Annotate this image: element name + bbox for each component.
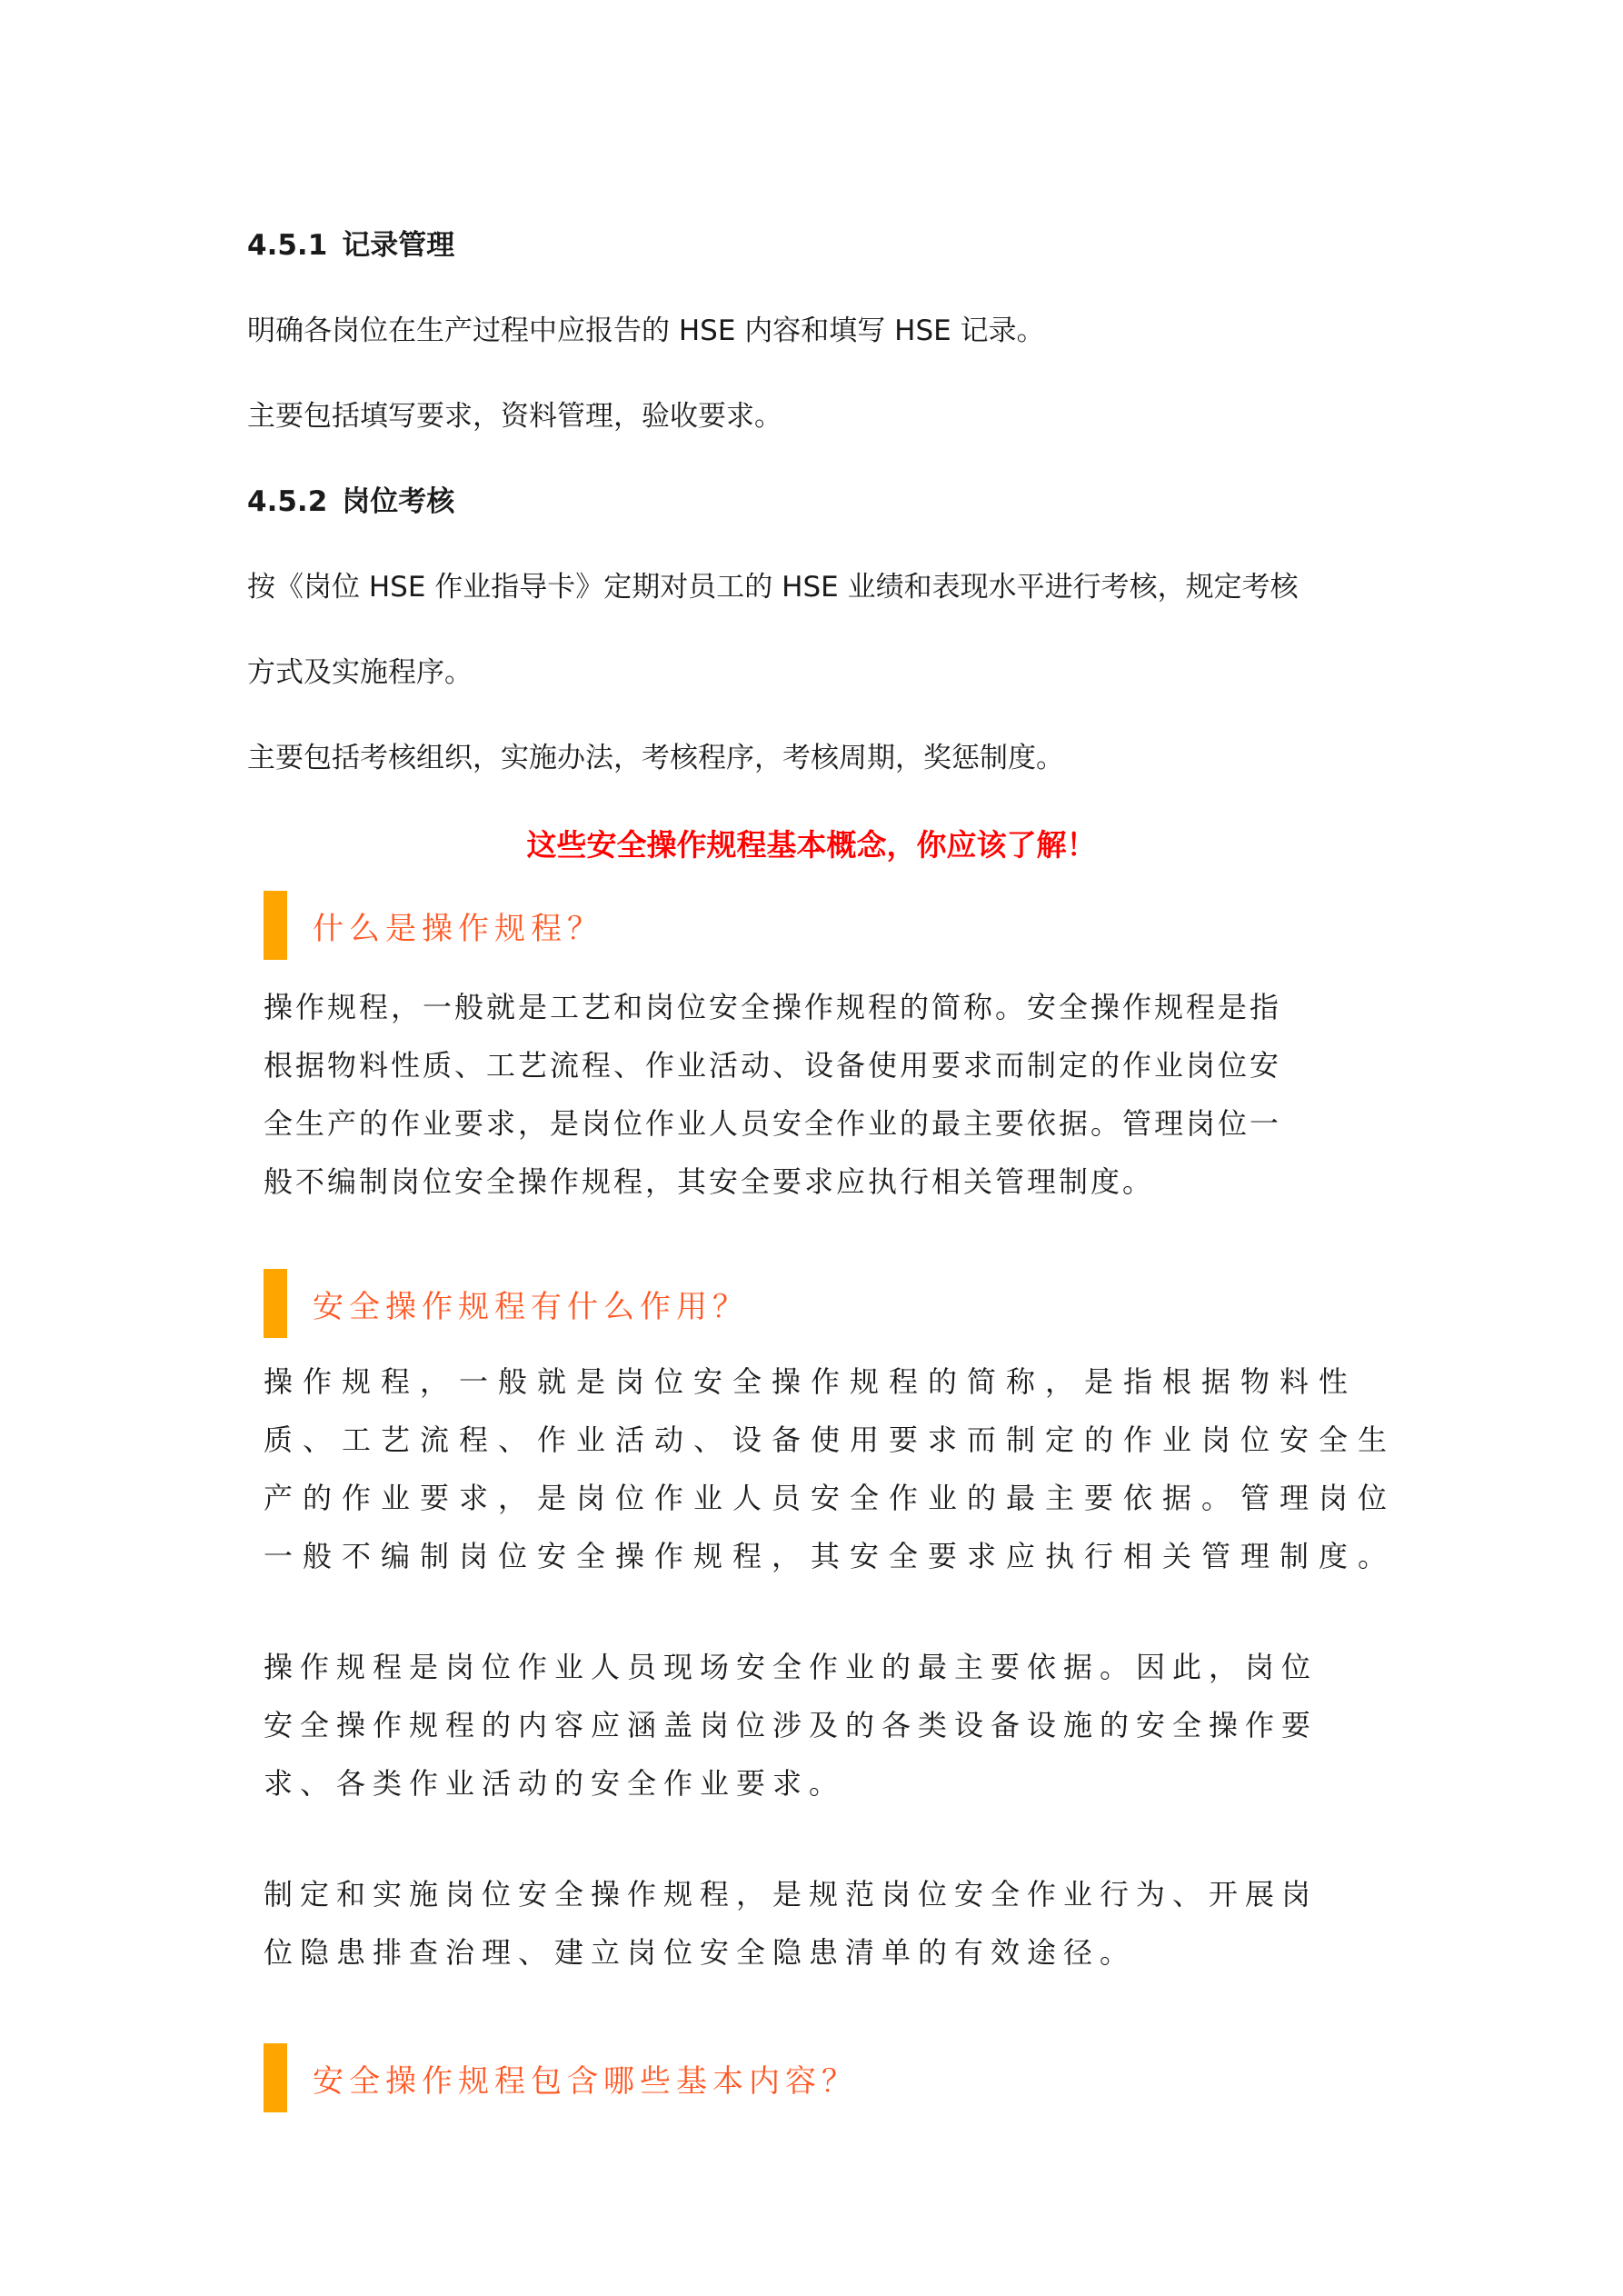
section-title: 岗位考核 [342, 485, 455, 518]
callout-banner: 这些安全操作规程基本概念，你应该了解！ [526, 827, 1097, 863]
paragraph: 主要包括考核组织，实施办法，考核程序，考核周期，奖惩制度。 [247, 742, 1064, 774]
text-line: 操作规程，一般就是工艺和岗位安全操作规程的简称。安全操作规程是指 [264, 990, 1282, 1024]
qa-answer-block [264, 1638, 1381, 1812]
section-number: 4.5.1 [247, 229, 328, 262]
section-heading-4-5-2 [247, 478, 454, 519]
text-line: 制定和实施岗位安全操作规程，是规范岗位安全作业行为、开展岗 [264, 1877, 1319, 1912]
text-line: 操作规程，一般就是岗位安全操作规程的简称，是指根据物料性 [264, 1364, 1359, 1399]
qa-answer-block [264, 978, 1381, 1211]
accent-bar [264, 2043, 287, 2112]
qa-answer-block [264, 1353, 1398, 1585]
qa-heading-what-is-procedure [264, 891, 603, 960]
text-line: 产的作业要求，是岗位作业人员安全作业的最主要依据。管理岗位 [264, 1481, 1398, 1515]
text-line: 求、各类作业活动的安全作业要求。 [264, 1766, 846, 1801]
qa-heading-title: 安全操作规程包含哪些基本内容？ [313, 2062, 858, 2100]
accent-bar [264, 891, 287, 960]
paragraph: 明确各岗位在生产过程中应报告的 HSE 内容和填写 HSE 记录。 [247, 314, 1045, 347]
section-title: 记录管理 [342, 229, 455, 262]
paragraph: 按《岗位 HSE 作业指导卡》定期对员工的 HSE 业绩和表现水平进行考核，规定考核 [247, 571, 1299, 604]
qa-heading-title: 什么是操作规程？ [313, 910, 603, 947]
text-line: 操作规程是岗位作业人员现场安全作业的最主要依据。因此，岗位 [264, 1650, 1319, 1684]
qa-answer-block [264, 1865, 1381, 1982]
text-line: 质、工艺流程、作业活动、设备使用要求而制定的作业岗位安全生 [264, 1423, 1398, 1457]
section-number: 4.5.2 [247, 485, 328, 518]
qa-heading-title: 安全操作规程有什么作用？ [313, 1288, 749, 1325]
text-line: 般不编制岗位安全操作规程，其安全要求应执行相关管理制度。 [264, 1164, 1155, 1199]
qa-heading-contents [264, 2043, 858, 2112]
paragraph: 方式及实施程序。 [247, 656, 473, 689]
text-line: 位隐患排查治理、建立岗位安全隐患清单的有效途径。 [264, 1935, 1137, 1970]
text-line: 一般不编制岗位安全操作规程，其安全要求应执行相关管理制度。 [264, 1539, 1398, 1573]
accent-bar [264, 1269, 287, 1338]
qa-heading-purpose [264, 1269, 749, 1338]
section-heading-4-5-1 [247, 222, 454, 263]
text-line: 全生产的作业要求，是岗位作业人员安全作业的最主要依据。管理岗位一 [264, 1106, 1282, 1141]
text-line: 安全操作规程的内容应涵盖岗位涉及的各类设备设施的安全操作要 [264, 1708, 1319, 1742]
paragraph: 主要包括填写要求，资料管理，验收要求。 [247, 400, 782, 433]
text-line: 根据物料性质、工艺流程、作业活动、设备使用要求而制定的作业岗位安 [264, 1048, 1282, 1083]
